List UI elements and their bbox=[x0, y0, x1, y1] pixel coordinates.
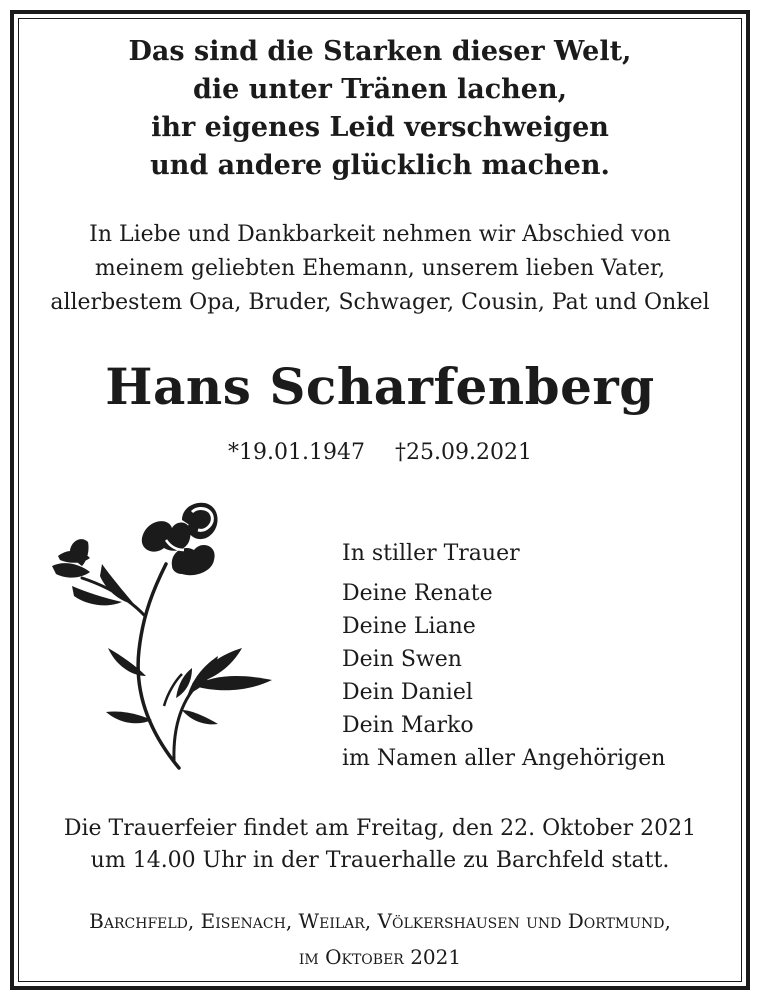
intro-line: allerbestem Opa, Bruder, Schwager, Cousin, Pat und Onkel bbox=[50, 290, 710, 315]
month-line: im Oktober 2021 bbox=[298, 945, 462, 969]
poem-line: Das sind die Starken dieser Welt, bbox=[128, 36, 632, 67]
life-dates bbox=[0, 437, 760, 469]
service-line: um 14.00 Uhr in der Trauerhalle zu Barchfeld statt. bbox=[90, 848, 670, 873]
deceased-name: Hans Scharfenberg bbox=[105, 357, 655, 416]
service-line: Die Trauerfeier findet am Freitag, den 22. Oktober 2021 bbox=[63, 816, 697, 841]
mourners-header: In stiller Trauer bbox=[342, 541, 520, 566]
farewell-intro bbox=[0, 218, 760, 320]
poem-line: und andere glücklich machen. bbox=[150, 150, 610, 181]
intro-line: In Liebe und Dankbarkeit nehmen wir Abschied von bbox=[89, 222, 671, 247]
poem bbox=[0, 33, 760, 185]
mourners-closing: im Namen aller Angehörigen bbox=[342, 746, 666, 771]
poem-line: ihr eigenes Leid verschweigen bbox=[151, 112, 609, 143]
mourner-name: Dein Marko bbox=[342, 713, 474, 738]
mourners-list bbox=[342, 537, 665, 775]
mourner-name: Dein Swen bbox=[342, 647, 462, 672]
mourner-name: Deine Renate bbox=[342, 581, 493, 606]
mourner-name: Deine Liane bbox=[342, 614, 476, 639]
places-line: Barchfeld, Eisenach, Weilar, Völkershausen und Dortmund, bbox=[89, 909, 671, 933]
death-date: †25.09.2021 bbox=[395, 440, 532, 465]
rose-icon bbox=[42, 498, 300, 782]
funeral-service-info bbox=[0, 813, 760, 877]
places-and-date bbox=[0, 903, 760, 975]
mourner-name: Dein Daniel bbox=[342, 680, 473, 705]
intro-line: meinem geliebten Ehemann, unserem lieben Vater, bbox=[94, 256, 666, 281]
poem-line: die unter Tränen lachen, bbox=[193, 74, 567, 105]
birth-date: *19.01.1947 bbox=[228, 440, 365, 465]
